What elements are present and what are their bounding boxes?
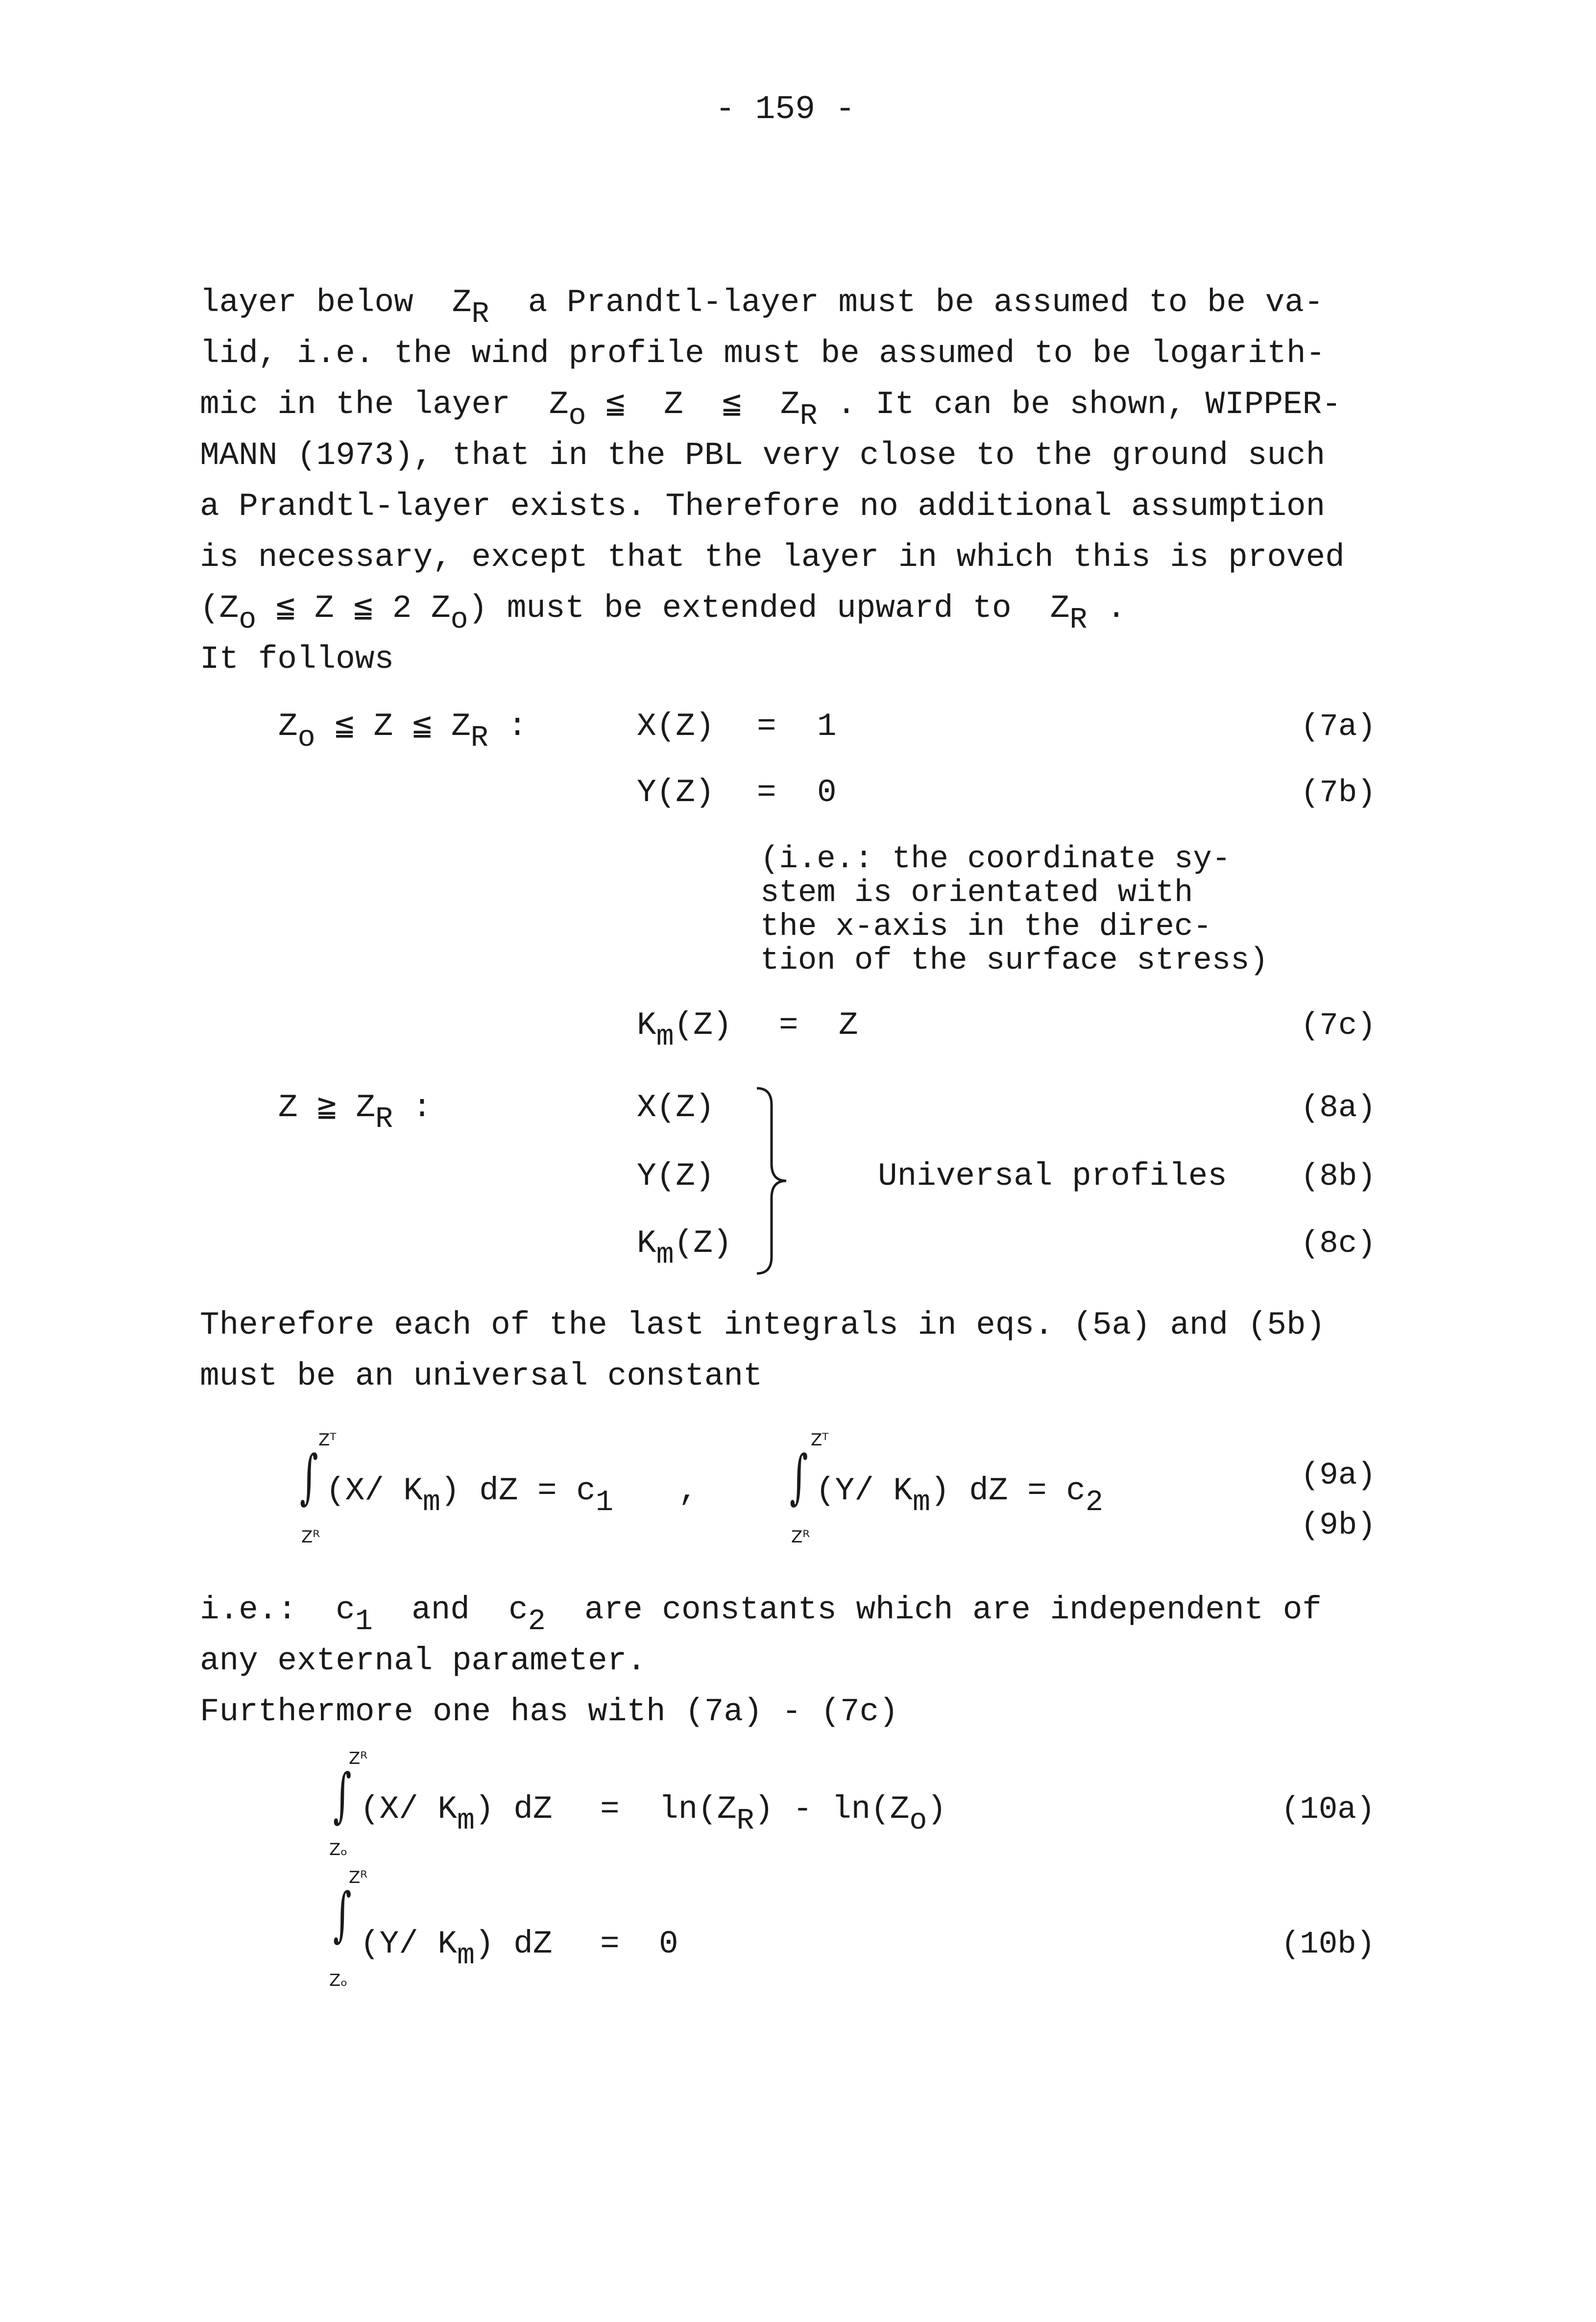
paragraph-2 [200, 1309, 1385, 1411]
eq7c-lhs: $K_m(Z)$ [637, 1007, 732, 1054]
eq7b-number: (7b) [1301, 776, 1376, 811]
para1-line-2: lid, i.e. the wind profile must be assumed to be logarith- [200, 335, 1326, 372]
eq8a-number: (8a) [1301, 1091, 1376, 1126]
eq10b-equals: = [600, 1926, 620, 1962]
eq8a-lhs: X(Z) [637, 1089, 715, 1126]
eq9b-upper-limit: Zᵀ [811, 1430, 829, 1450]
eq10a-integral-sign: ∫ [333, 1761, 352, 1830]
condition-2: Z ≧ $Z_R$ : [278, 1089, 432, 1136]
eq10b-integral-sign: ∫ [333, 1881, 352, 1949]
para3-line-1: i.e.: $c_1$ and $c_2$ are constants which are independent of [200, 1591, 1322, 1638]
para1-line-4: MANN (1973), that in the PBL very close to the ground such [200, 437, 1326, 474]
eq7c-rhs: Z [839, 1007, 858, 1044]
eq9b-number: (9b) [1301, 1508, 1376, 1543]
para1-line-5: a Prandtl-layer exists. Therefore no additional assumption [200, 488, 1326, 525]
eq9b-integral-sign: ∫ [790, 1443, 808, 1511]
eq10b-lhs: (Y/ $K_m$) dZ [360, 1926, 553, 1973]
eq7b-rhs: 0 [817, 774, 837, 811]
eq8b-number: (8b) [1301, 1159, 1376, 1195]
eq8c-number: (8c) [1301, 1226, 1376, 1262]
para2-line-2: must be an universal constant [200, 1358, 763, 1394]
eq10a-lhs: (X/ $K_m$) dZ [360, 1791, 553, 1838]
eq9-comma: , [678, 1472, 698, 1509]
condition-1: $Z_o$ ≦ Z ≦ $Z_R$ : [278, 708, 527, 755]
eq9a-integral-sign: ∫ [300, 1443, 318, 1511]
eq10a-lower-limit: Zₒ [329, 1840, 348, 1859]
eq10b-upper-limit: Zᴿ [349, 1868, 368, 1887]
eq7a-number: (7a) [1301, 709, 1376, 745]
eq7-note [760, 844, 1348, 979]
paragraph-3 [200, 1591, 1385, 1747]
eq9a-expression: (X/ $K_m$) dZ = $c_1$ [326, 1472, 613, 1519]
para3-line-3: Furthermore one has with (7a) - (7c) [200, 1693, 898, 1730]
note-line-1: (i.e.: the coordinate sy- [760, 842, 1231, 877]
eq9b-lower-limit: Zᴿ [791, 1527, 810, 1547]
eq9a-lower-limit: Zᴿ [301, 1527, 320, 1547]
right-brace-icon [752, 1085, 791, 1276]
eq10b-number: (10b) [1281, 1927, 1376, 1962]
para1-line-8: It follows [200, 641, 394, 678]
eq7c-equals: = [779, 1007, 798, 1044]
eq7a-lhs: X(Z) [637, 708, 715, 745]
para3-line-2: any external parameter. [200, 1642, 646, 1679]
paragraph-1 [200, 284, 1385, 694]
para2-line-1: Therefore each of the last integrals in eqs. (5a) and (5b) [200, 1307, 1326, 1344]
note-line-3: the x-axis in the direc- [760, 909, 1212, 945]
eq7b-lhs: Y(Z) [637, 774, 715, 811]
universal-profiles-label: Universal profiles [878, 1158, 1227, 1195]
para1-line-1: layer below $Z_R$ a Prandtl-layer must be assumed to be va- [200, 284, 1324, 331]
eq10a-number: (10a) [1281, 1792, 1376, 1828]
eq9b-expression: (Y/ $K_m$) dZ = $c_2$ [816, 1472, 1103, 1519]
eq7a-equals: = [757, 708, 776, 745]
note-line-4: tion of the surface stress) [760, 943, 1268, 978]
note-line-2: stem is orientated with [760, 876, 1193, 911]
page-number: - 159 - [715, 91, 855, 128]
eq9a-number: (9a) [1301, 1458, 1376, 1493]
para1-line-3: mic in the layer $Z_o$ ≦ Z ≦ $Z_R$ . It can be shown, WIPPER- [200, 386, 1341, 433]
eq10b-lower-limit: Zₒ [329, 1971, 348, 1990]
eq10b-rhs: 0 [659, 1926, 678, 1962]
eq10a-upper-limit: Zᴿ [349, 1749, 368, 1768]
eq7c-number: (7c) [1301, 1008, 1376, 1044]
eq7a-rhs: 1 [817, 708, 837, 745]
eq9a-upper-limit: Zᵀ [318, 1430, 337, 1450]
eq8b-lhs: Y(Z) [637, 1158, 715, 1195]
eq10a-rhs: $\ln(Z_R) - \ln(Z_o)$ [659, 1791, 946, 1838]
eq10a-equals: = [600, 1791, 620, 1828]
eq8c-lhs: $K_m(Z)$ [637, 1225, 732, 1272]
para1-line-7: ($Z_o$ ≦ Z ≦ 2 $Z_o$) must be extended upward to $Z_R$ . [200, 590, 1126, 637]
para1-line-6: is necessary, except that the layer in which this is proved [200, 539, 1345, 576]
eq7b-equals: = [757, 774, 776, 811]
